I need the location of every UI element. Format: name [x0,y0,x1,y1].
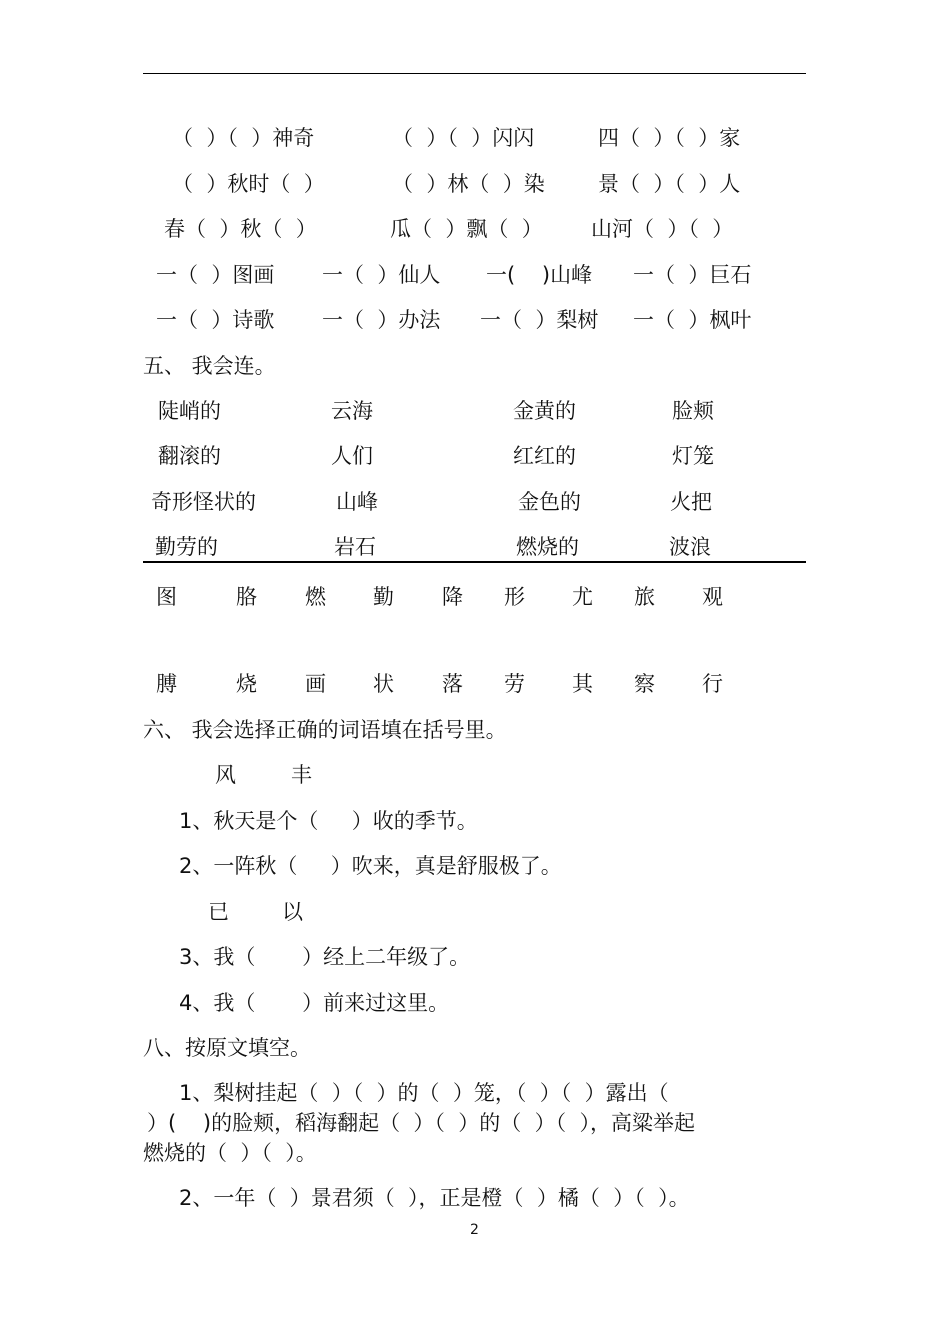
match-word: 波浪 [669,535,711,559]
fill-item: 四（ ）（ ）家 [598,126,741,150]
section-title: 六、 我会选择正确的词语填在括号里。 [143,718,507,742]
char: 降 [442,585,463,609]
match-word: 金色的 [518,490,581,514]
match-word: 云海 [331,399,373,423]
match-word: 岩石 [334,535,376,559]
top-rule [143,73,806,74]
fill-item: 一（ ）诗歌 [156,308,275,332]
char: 形 [504,585,525,609]
char: 燃 [305,585,326,609]
char: 观 [702,585,723,609]
question: 3、我（ ）经上二年级了。 [179,945,471,969]
match-word: 奇形怪状的 [151,490,256,514]
fill-item: 一（ ）梨树 [480,308,599,332]
match-word: 山峰 [336,490,378,514]
char: 其 [572,672,593,696]
char: 勤 [373,585,394,609]
question: 4、我（ ）前来过这里。 [179,991,450,1015]
match-word: 陡峭的 [158,399,221,423]
char: 行 [702,672,723,696]
section-title: 八、按原文填空。 [143,1036,311,1060]
page-number: 2 [470,1222,479,1238]
fill-item: 一（ ）仙人 [322,263,441,287]
match-word: 灯笼 [672,444,714,468]
fill-item: 一（ ）图画 [156,263,275,287]
match-word: 红红的 [513,444,576,468]
section-title: 五、 我会连。 [143,354,276,378]
word-choice: 已 [208,900,229,924]
char: 落 [442,672,463,696]
match-word: 脸颊 [672,399,714,423]
passage-line: 2、一年（ ）景君须（ ），正是橙（ ）橘（ ）（ ）。 [179,1186,690,1210]
char: 察 [634,672,655,696]
char: 状 [373,672,394,696]
word-choice: 以 [282,900,303,924]
char: 劳 [504,672,525,696]
question: 2、一阵秋（ ）吹来，真是舒服极了。 [179,854,562,878]
fill-item: 一( )山峰 [486,263,593,287]
fill-item: 春（ ）秋（ ） [164,217,317,241]
char: 图 [156,585,177,609]
passage-line: 1、梨树挂起（ ）（ ）的（ ）笼，（ ）（ ）露出（ [179,1081,669,1105]
fill-item: 一（ ）枫叶 [633,308,752,332]
match-word: 燃烧的 [516,535,579,559]
match-word: 火把 [670,490,712,514]
fill-item: （ ）林（ ）染 [392,172,545,196]
word-choice: 丰 [291,763,312,787]
fill-item: 景（ ）（ ）人 [598,172,741,196]
fill-item: 山河（ ）（ ） [591,217,734,241]
char: 旅 [634,585,655,609]
fill-item: 瓜（ ）飘（ ） [390,217,543,241]
char: 膊 [156,672,177,696]
char: 画 [305,672,326,696]
fill-item: 一（ ）办法 [322,308,441,332]
fill-item: 一（ ）巨石 [633,263,752,287]
fill-item: （ ）（ ）闪闪 [392,126,535,150]
match-word: 翻滚的 [158,444,221,468]
word-choice: 风 [215,763,236,787]
question: 1、秋天是个（ ）收的季节。 [179,809,478,833]
char: 尤 [572,585,593,609]
match-word: 金黄的 [513,399,576,423]
fill-item: （ ）（ ）神奇 [172,126,315,150]
section-divider [143,561,806,563]
fill-item: （ ）秋时（ ） [172,172,325,196]
char: 胳 [236,585,257,609]
match-word: 勤劳的 [155,535,218,559]
match-word: 人们 [331,444,373,468]
passage-line: 燃烧的（ ）（ ）。 [143,1141,317,1165]
char: 烧 [236,672,257,696]
passage-line: ）( )的脸颊，稻海翻起（ ）（ ）的（ ）（ ），高粱举起 [147,1111,695,1135]
